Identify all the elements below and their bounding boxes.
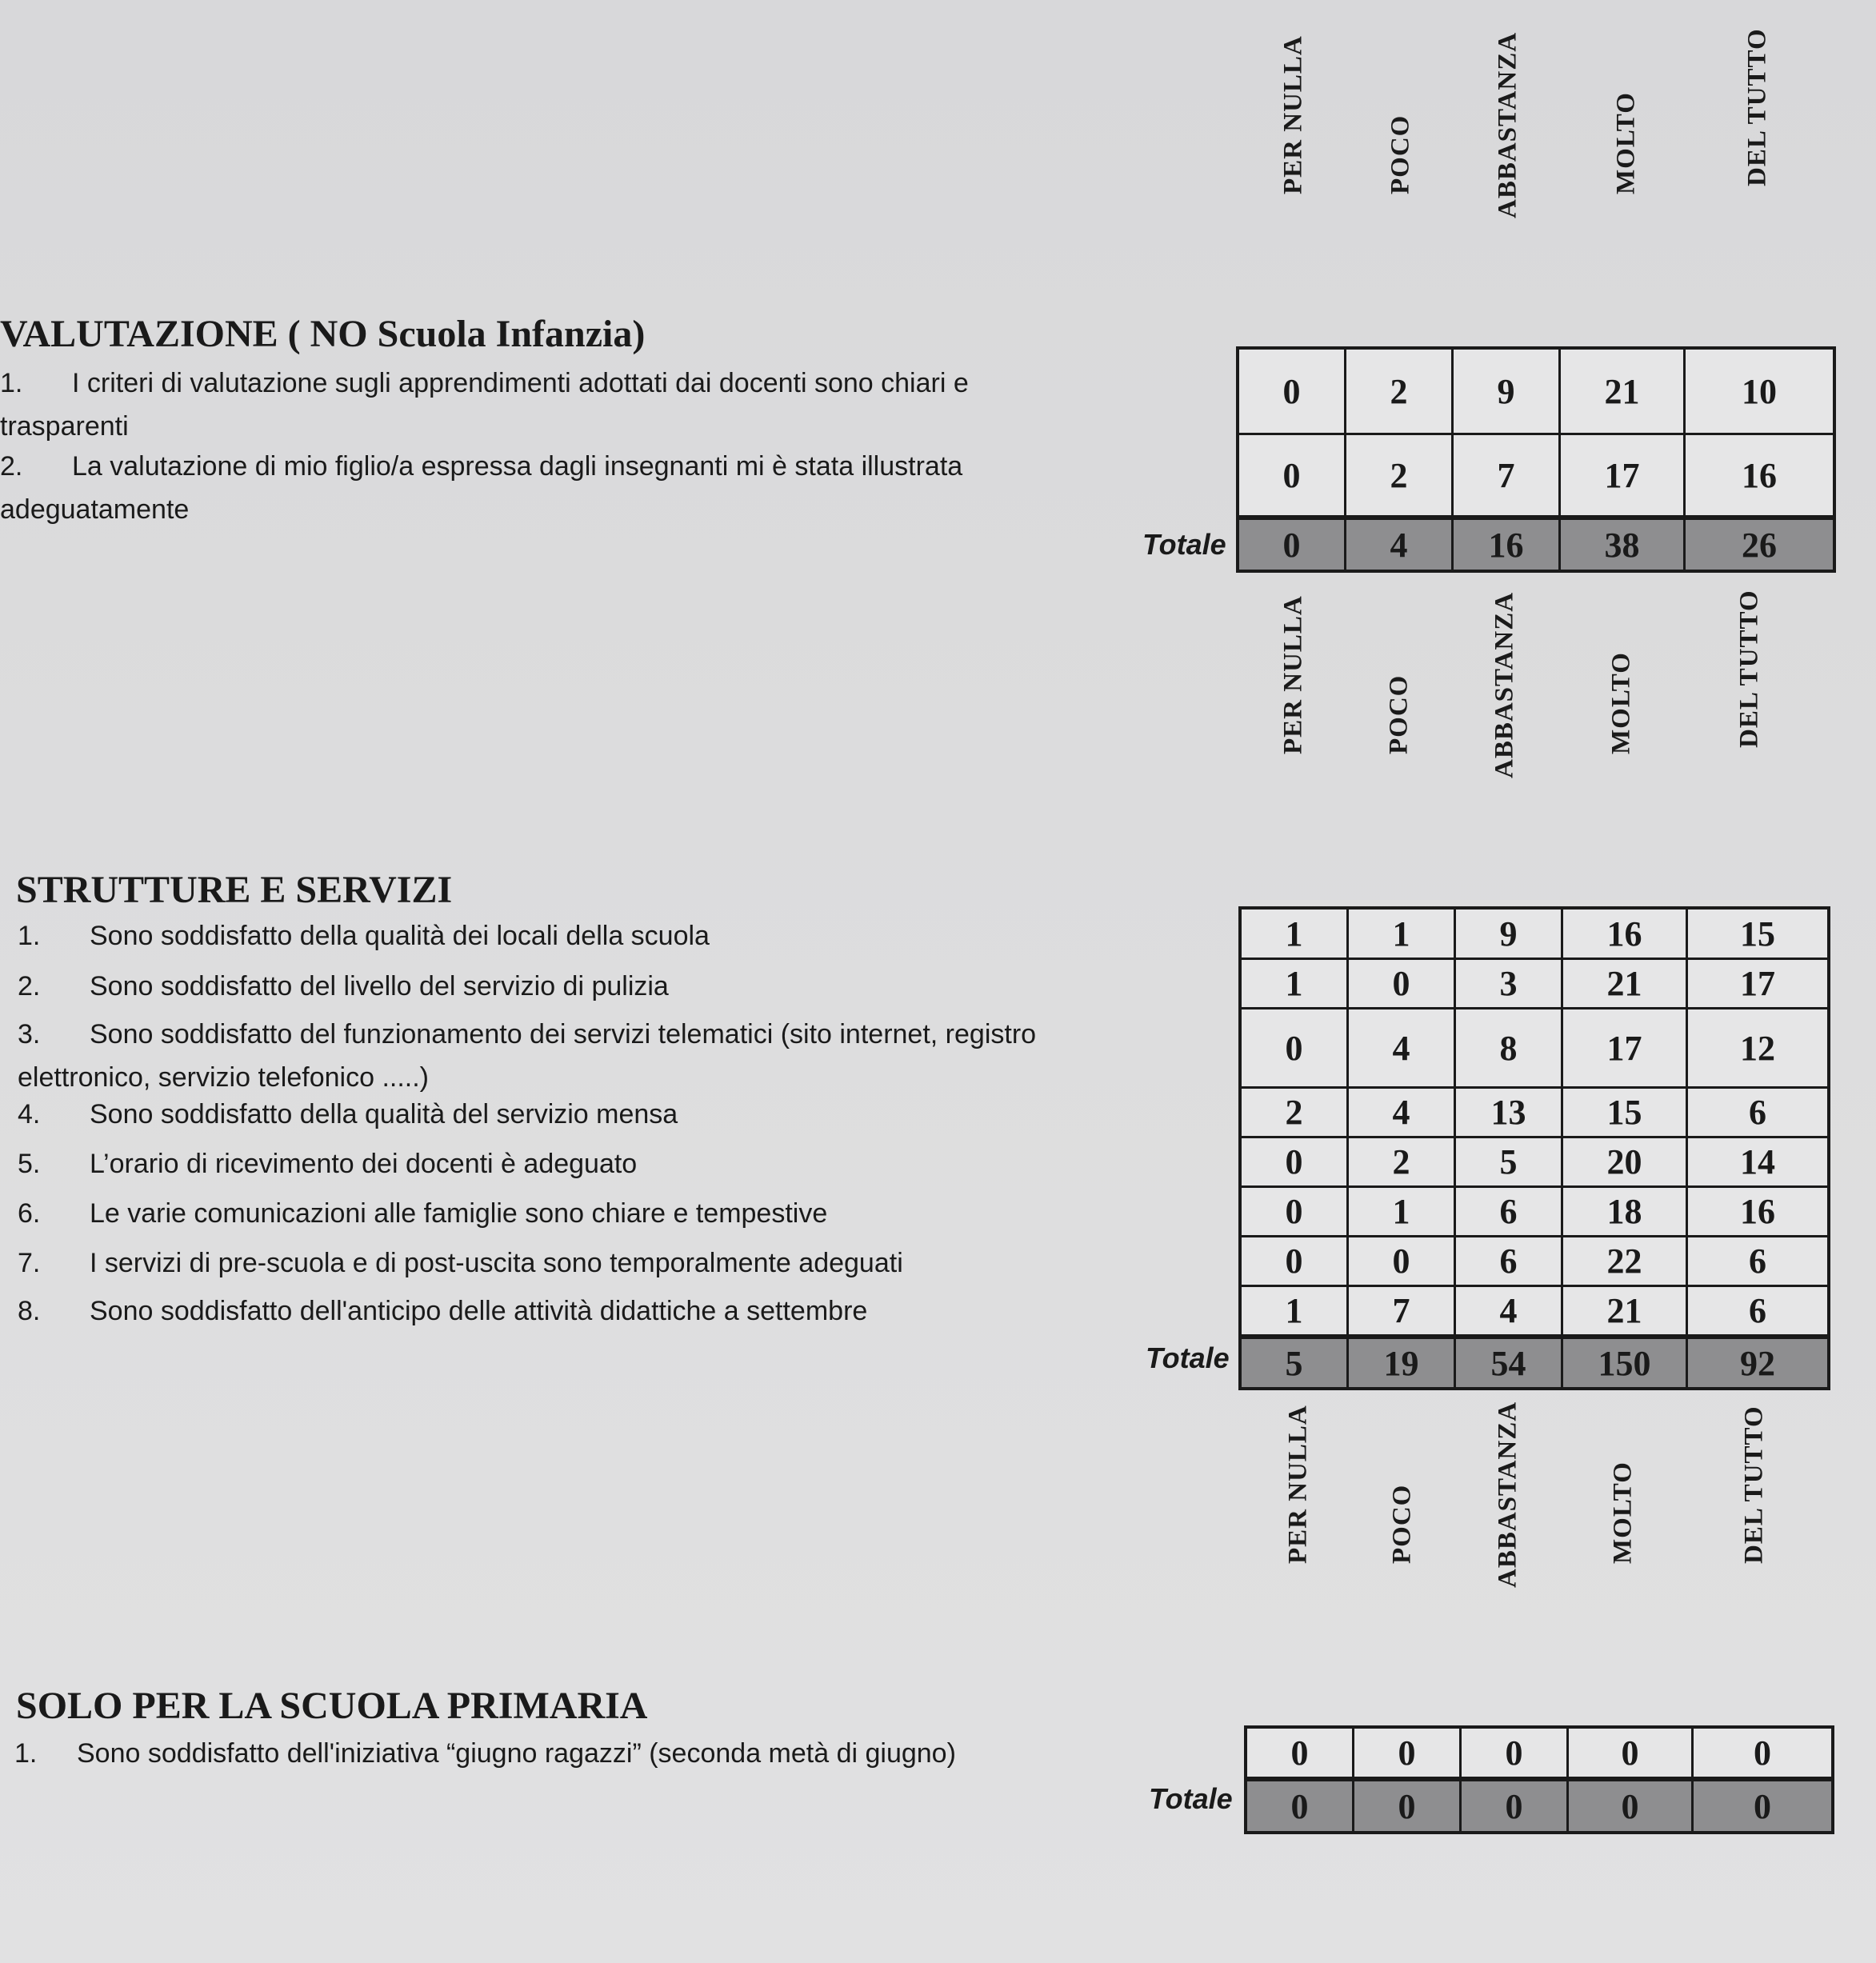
results-table — [1244, 1725, 1834, 1834]
table-row: 0 2 5 20 14 — [1242, 1138, 1827, 1188]
column-header-per-nulla: PER NULLA — [1283, 1405, 1313, 1564]
table-row: 1 0 3 21 17 — [1242, 960, 1827, 1009]
column-header-poco: POCO — [1386, 114, 1415, 194]
question-1: 1. I criteri di valutazione sugli apprendimenti adottati dai docenti sono chiari e trasparenti — [0, 368, 969, 442]
question-8: 8. Sono soddisfatto dell'anticipo delle attività didattiche a settembre — [18, 1296, 868, 1326]
question-2: 2. Sono soddisfatto del livello del servizio di pulizia — [18, 971, 669, 1001]
total-row: 0 0 0 0 0 — [1247, 1779, 1831, 1831]
total-row: 0 4 16 38 26 — [1239, 518, 1833, 570]
column-header-abbastanza: ABBASTANZA — [1493, 1401, 1522, 1588]
total-label: Totale — [1146, 1341, 1230, 1374]
question-1: 1. Sono soddisfatto della qualità dei locali della scuola — [18, 921, 710, 951]
table-row: 0 4 8 17 12 — [1242, 1009, 1827, 1089]
column-header-molto: MOLTO — [1606, 652, 1636, 754]
table-row: 1 1 9 16 15 — [1242, 910, 1827, 960]
table-row: 0 0 6 22 6 — [1242, 1237, 1827, 1287]
question-5: 5. L’orario di ricevimento dei docenti è adeguato — [18, 1149, 638, 1179]
table-row: 1 7 4 21 6 — [1242, 1287, 1827, 1337]
question-6: 6. Le varie comunicazioni alle famiglie sono chiare e tempestive — [18, 1198, 828, 1229]
section-title: STRUTTURE E SERVIZI — [16, 869, 453, 911]
results-table — [1238, 906, 1830, 1390]
column-header-molto: MOLTO — [1611, 92, 1641, 194]
question-4: 4. Sono soddisfatto della qualità del servizio mensa — [18, 1099, 678, 1129]
column-header-per-nulla: PER NULLA — [1278, 35, 1308, 194]
column-header-per-nulla: PER NULLA — [1278, 595, 1308, 754]
column-header-poco: POCO — [1384, 674, 1414, 754]
column-header-poco: POCO — [1387, 1484, 1417, 1564]
table-row: 0 2 9 21 10 — [1239, 350, 1833, 435]
question-1: 1. Sono soddisfatto dell'iniziativa “giugno ragazzi” (seconda metà di giugno) — [14, 1738, 956, 1769]
results-table — [1236, 346, 1836, 573]
column-header-abbastanza: ABBASTANZA — [1493, 31, 1522, 218]
total-label: Totale — [1142, 528, 1226, 561]
table-row: 0 1 6 18 16 — [1242, 1188, 1827, 1237]
table-row: 2 4 13 15 6 — [1242, 1089, 1827, 1138]
section-title: VALUTAZIONE ( NO Scuola Infanzia) — [0, 313, 646, 355]
question-7: 7. I servizi di pre-scuola e di post-uscita sono temporalmente adeguati — [18, 1248, 903, 1278]
table-row: 0 0 0 0 0 — [1247, 1729, 1831, 1779]
table-row: 0 2 7 17 16 — [1239, 435, 1833, 518]
question-2: 2. La valutazione di mio figlio/a espressa dagli insegnanti mi è stata illustrata adeguatamente — [0, 451, 963, 525]
column-header-del-tutto: DEL TUTTO — [1739, 1405, 1769, 1564]
column-header-del-tutto: DEL TUTTO — [1734, 590, 1764, 748]
total-row: 5 19 54 150 92 — [1242, 1337, 1827, 1387]
section-title: SOLO PER LA SCUOLA PRIMARIA — [16, 1685, 648, 1727]
question-3: 3. Sono soddisfatto del funzionamento dei servizi telematici (sito internet, registro elettronico, servizio telefonico .....) — [18, 1019, 1037, 1093]
column-header-abbastanza: ABBASTANZA — [1490, 591, 1519, 778]
column-header-del-tutto: DEL TUTTO — [1742, 28, 1772, 186]
column-header-molto: MOLTO — [1608, 1461, 1638, 1564]
total-label: Totale — [1149, 1782, 1233, 1815]
